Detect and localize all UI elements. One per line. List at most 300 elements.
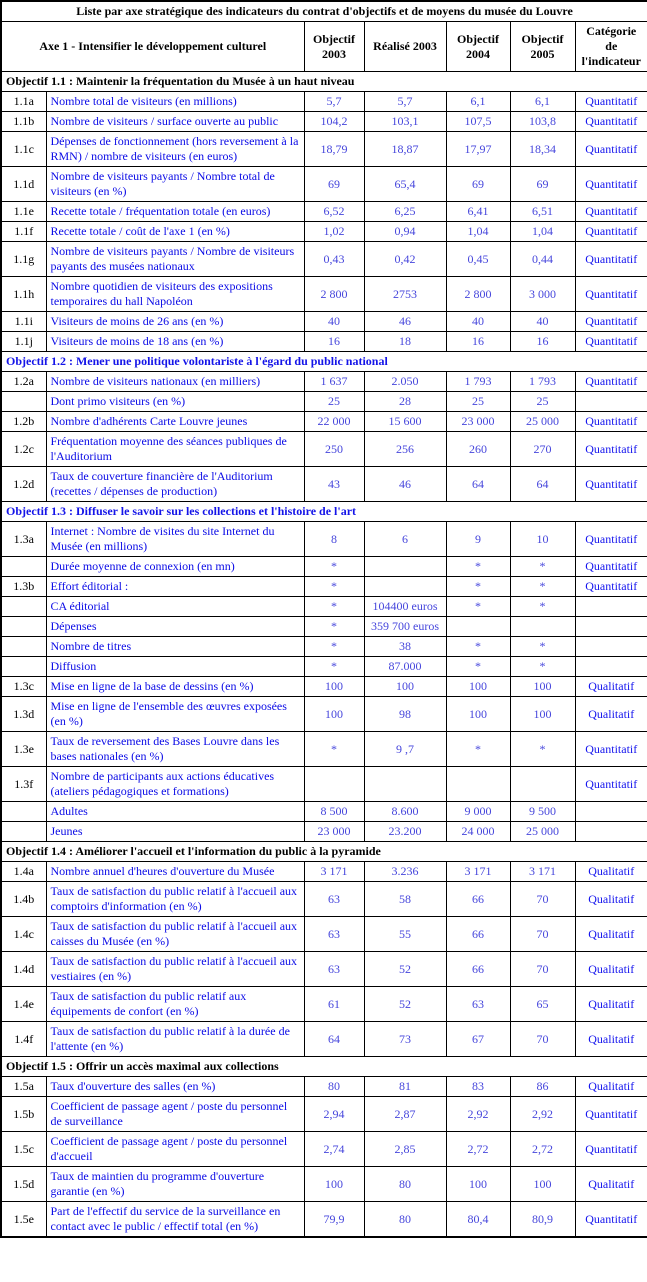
row-label: Nombre de visiteurs payants / Nombre de visiteurs payants des musées nationaux [46,242,304,277]
value-objectif-2005: * [510,557,575,577]
value-objectif-2005: 10 [510,522,575,557]
row-id: 1.5a [1,1077,46,1097]
value-objectif-2004: 1 793 [446,372,510,392]
row-category [575,392,647,412]
value-objectif-2005: 2,92 [510,1097,575,1132]
value-realise-2003: 18,87 [364,132,446,167]
value-realise-2003: 8.600 [364,802,446,822]
value-objectif-2003: 104,2 [304,112,364,132]
table-row [1,1202,647,1238]
value-objectif-2003: 1 637 [304,372,364,392]
value-objectif-2004 [446,617,510,637]
value-objectif-2003: 2,94 [304,1097,364,1132]
row-label: Nombre de visiteurs nationaux (en milliers) [46,372,304,392]
table-row [1,637,647,657]
table-row [1,862,647,882]
value-objectif-2005: 64 [510,467,575,502]
value-objectif-2005: 25 000 [510,412,575,432]
row-label: Nombre quotidien de visiteurs des expositions temporaires du hall Napoléon [46,277,304,312]
row-label: Diffusion [46,657,304,677]
row-id: 1.5d [1,1167,46,1202]
value-objectif-2005 [510,617,575,637]
row-label: Coefficient de passage agent / poste du personnel de surveillance [46,1097,304,1132]
value-objectif-2004: 66 [446,882,510,917]
table-row [1,242,647,277]
table-row [1,732,647,767]
row-label: Part de l'effectif du service de la surveillance en contact avec le public / effectif total (en %) [46,1202,304,1238]
row-label: Recette totale / coût de l'axe 1 (en %) [46,222,304,242]
value-objectif-2003: 61 [304,987,364,1022]
table-row [1,372,647,392]
section-heading: Objectif 1.1 : Maintenir la fréquentation du Musée à un haut niveau [1,72,647,92]
row-category: Qualitatif [575,1167,647,1202]
row-label: Effort éditorial : [46,577,304,597]
row-category: Quantitatif [575,522,647,557]
value-realise-2003: 46 [364,467,446,502]
row-label: Visiteurs de moins de 18 ans (en %) [46,332,304,352]
value-objectif-2005: * [510,637,575,657]
row-category: Quantitatif [575,577,647,597]
table-row [1,1077,647,1097]
table-row [1,1132,647,1167]
value-objectif-2003: 2,74 [304,1132,364,1167]
row-id: 1.3f [1,767,46,802]
value-objectif-2005: 100 [510,1167,575,1202]
row-category: Qualitatif [575,697,647,732]
table-row [1,802,647,822]
row-id [1,597,46,617]
value-objectif-2005: 100 [510,697,575,732]
row-label: Jeunes [46,822,304,842]
value-objectif-2003: 43 [304,467,364,502]
value-realise-2003: 2753 [364,277,446,312]
row-label: Dépenses [46,617,304,637]
section-heading: Objectif 1.5 : Offrir un accès maximal aux collections [1,1057,647,1077]
table-row [1,202,647,222]
value-objectif-2005: 25 000 [510,822,575,842]
row-label: Coefficient de passage agent / poste du personnel d'accueil [46,1132,304,1167]
value-objectif-2004: 64 [446,467,510,502]
value-realise-2003: 2,85 [364,1132,446,1167]
row-label: Recette totale / fréquentation totale (en euros) [46,202,304,222]
value-objectif-2004: 66 [446,917,510,952]
value-objectif-2005: 70 [510,917,575,952]
value-objectif-2004: 66 [446,952,510,987]
value-objectif-2004: 100 [446,677,510,697]
row-category: Qualitatif [575,862,647,882]
table-row [1,822,647,842]
value-realise-2003: 6,25 [364,202,446,222]
table-row [1,132,647,167]
row-label: Dont primo visiteurs (en %) [46,392,304,412]
value-objectif-2003: 25 [304,392,364,412]
table-row [1,392,647,412]
value-objectif-2005: 100 [510,677,575,697]
value-objectif-2004: 17,97 [446,132,510,167]
value-objectif-2003: 23 000 [304,822,364,842]
value-objectif-2003: 63 [304,952,364,987]
value-objectif-2005: 103,8 [510,112,575,132]
value-realise-2003: 52 [364,952,446,987]
table-row [1,1167,647,1202]
value-objectif-2005: 70 [510,952,575,987]
row-category: Quantitatif [575,767,647,802]
row-label: Visiteurs de moins de 26 ans (en %) [46,312,304,332]
row-label: Nombre de visiteurs payants / Nombre total de visiteurs (en %) [46,167,304,202]
value-realise-2003: 55 [364,917,446,952]
value-objectif-2005: 25 [510,392,575,412]
value-objectif-2003: 69 [304,167,364,202]
row-label: Nombre de participants aux actions éducatives (ateliers pédagogiques et formations) [46,767,304,802]
value-objectif-2004: 3 171 [446,862,510,882]
row-id: 1.2d [1,467,46,502]
value-objectif-2004: 40 [446,312,510,332]
value-objectif-2003: 79,9 [304,1202,364,1238]
value-realise-2003: 256 [364,432,446,467]
table-row [1,312,647,332]
value-objectif-2003: * [304,637,364,657]
value-objectif-2003: 6,52 [304,202,364,222]
value-objectif-2003: 18,79 [304,132,364,167]
row-id: 1.3d [1,697,46,732]
section-heading-row [1,1057,647,1077]
row-id: 1.1c [1,132,46,167]
row-label: Dépenses de fonctionnement (hors reversement à la RMN) / nombre de visiteurs (en euros) [46,132,304,167]
table-row [1,332,647,352]
value-realise-2003: 2,87 [364,1097,446,1132]
column-header-objectif-2005: Objectif 2005 [510,22,575,72]
value-objectif-2005: 16 [510,332,575,352]
value-objectif-2004: 2,92 [446,1097,510,1132]
column-header-objectif-2004: Objectif 2004 [446,22,510,72]
row-id: 1.1f [1,222,46,242]
row-category: Quantitatif [575,312,647,332]
row-category: Qualitatif [575,882,647,917]
row-id: 1.1h [1,277,46,312]
section-heading: Objectif 1.3 : Diffuser le savoir sur les collections et l'histoire de l'art [1,502,647,522]
value-objectif-2005: 3 171 [510,862,575,882]
value-objectif-2003: * [304,732,364,767]
value-realise-2003: 0,94 [364,222,446,242]
value-objectif-2003: 63 [304,882,364,917]
value-realise-2003: 0,42 [364,242,446,277]
row-label: Taux de couverture financière de l'Auditorium (recettes / dépenses de production) [46,467,304,502]
value-objectif-2004: * [446,657,510,677]
row-category: Quantitatif [575,372,647,392]
value-realise-2003: 359 700 euros [364,617,446,637]
row-label: Taux de satisfaction du public relatif à l'accueil aux comptoirs d'information (en %) [46,882,304,917]
value-objectif-2004: 24 000 [446,822,510,842]
value-realise-2003: 80 [364,1202,446,1238]
row-id: 1.4f [1,1022,46,1057]
value-realise-2003: 98 [364,697,446,732]
value-objectif-2005: 6,51 [510,202,575,222]
row-category [575,617,647,637]
row-category: Quantitatif [575,222,647,242]
row-id: 1.4d [1,952,46,987]
section-heading-row [1,842,647,862]
value-realise-2003 [364,557,446,577]
value-objectif-2003: 250 [304,432,364,467]
value-objectif-2005: 70 [510,882,575,917]
value-realise-2003: 73 [364,1022,446,1057]
value-realise-2003: 5,7 [364,92,446,112]
value-realise-2003: 100 [364,677,446,697]
value-objectif-2005: 70 [510,1022,575,1057]
value-objectif-2003: 16 [304,332,364,352]
value-objectif-2004: 2 800 [446,277,510,312]
row-id [1,617,46,637]
row-label: Taux de satisfaction du public relatif à la durée de l'attente (en %) [46,1022,304,1057]
section-heading-row [1,72,647,92]
value-realise-2003: 52 [364,987,446,1022]
row-id: 1.5b [1,1097,46,1132]
value-objectif-2004: 83 [446,1077,510,1097]
row-category: Quantitatif [575,432,647,467]
value-objectif-2003: 3 171 [304,862,364,882]
row-id [1,557,46,577]
row-label: Internet : Nombre de visites du site Internet du Musée (en millions) [46,522,304,557]
row-category [575,597,647,617]
value-realise-2003: 58 [364,882,446,917]
value-objectif-2004: 67 [446,1022,510,1057]
row-id: 1.5c [1,1132,46,1167]
value-objectif-2004: * [446,577,510,597]
section-heading-row [1,352,647,372]
value-objectif-2005: 86 [510,1077,575,1097]
value-realise-2003: 38 [364,637,446,657]
table-row [1,522,647,557]
value-objectif-2003: 22 000 [304,412,364,432]
value-objectif-2003: 1,02 [304,222,364,242]
table-row [1,112,647,132]
row-category: Quantitatif [575,277,647,312]
value-objectif-2004: 25 [446,392,510,412]
row-category [575,802,647,822]
section-heading: Objectif 1.4 : Améliorer l'accueil et l'information du public à la pyramide [1,842,647,862]
value-objectif-2004: 100 [446,1167,510,1202]
value-objectif-2005: 1 793 [510,372,575,392]
value-objectif-2005: 18,34 [510,132,575,167]
row-id: 1.2a [1,372,46,392]
table-row [1,677,647,697]
row-label: Taux de satisfaction du public relatif à l'accueil aux caisses du Musée (en %) [46,917,304,952]
value-objectif-2005: 1,04 [510,222,575,242]
value-objectif-2005: 80,9 [510,1202,575,1238]
value-objectif-2004: 9 000 [446,802,510,822]
row-category: Quantitatif [575,1202,647,1238]
value-realise-2003: 28 [364,392,446,412]
row-category: Quantitatif [575,557,647,577]
value-realise-2003: 2.050 [364,372,446,392]
table-row [1,1022,647,1057]
value-objectif-2003: 8 500 [304,802,364,822]
table-row [1,987,647,1022]
table-row [1,432,647,467]
row-id [1,392,46,412]
row-id: 1.4b [1,882,46,917]
value-objectif-2004: * [446,597,510,617]
row-label: Taux de reversement des Bases Louvre dans les bases nationales (en %) [46,732,304,767]
table-body [1,72,647,1238]
value-objectif-2005: 69 [510,167,575,202]
row-label: Taux de satisfaction du public relatif à l'accueil aux vestiaires (en %) [46,952,304,987]
row-id: 1.5e [1,1202,46,1238]
value-objectif-2005: 3 000 [510,277,575,312]
value-objectif-2005: 9 500 [510,802,575,822]
value-objectif-2003: * [304,577,364,597]
row-id: 1.1d [1,167,46,202]
value-objectif-2003: 63 [304,917,364,952]
table-row [1,412,647,432]
row-category: Quantitatif [575,242,647,277]
value-objectif-2004: 9 [446,522,510,557]
table-row [1,92,647,112]
row-id: 1.1e [1,202,46,222]
axis-header: Axe 1 - Intensifier le développement culturel [1,22,304,72]
value-objectif-2004: 1,04 [446,222,510,242]
value-objectif-2005: 65 [510,987,575,1022]
table-row [1,277,647,312]
value-objectif-2004: 2,72 [446,1132,510,1167]
row-id: 1.3a [1,522,46,557]
row-category: Quantitatif [575,1132,647,1167]
row-category: Qualitatif [575,1077,647,1097]
column-header-row [1,22,647,72]
title-row [1,1,647,22]
row-id: 1.4c [1,917,46,952]
value-objectif-2003: 5,7 [304,92,364,112]
value-objectif-2004: * [446,557,510,577]
value-objectif-2004: 260 [446,432,510,467]
value-objectif-2003: 8 [304,522,364,557]
value-objectif-2005: 6,1 [510,92,575,112]
value-objectif-2003: 64 [304,1022,364,1057]
section-heading-row [1,502,647,522]
value-objectif-2003: * [304,657,364,677]
value-objectif-2005: 0,44 [510,242,575,277]
column-header-realise-2003: Réalisé 2003 [364,22,446,72]
row-label: Mise en ligne de l'ensemble des œuvres exposées (en %) [46,697,304,732]
value-objectif-2003: * [304,557,364,577]
row-label: Nombre total de visiteurs (en millions) [46,92,304,112]
value-objectif-2004 [446,767,510,802]
row-category [575,637,647,657]
table-row [1,1097,647,1132]
row-category: Qualitatif [575,677,647,697]
value-realise-2003: 3.236 [364,862,446,882]
row-label: Durée moyenne de connexion (en mn) [46,557,304,577]
value-objectif-2004: 100 [446,697,510,732]
table-row [1,767,647,802]
row-label: Taux de maintien du programme d'ouverture garantie (en %) [46,1167,304,1202]
row-label: Fréquentation moyenne des séances publiques de l'Auditorium [46,432,304,467]
value-objectif-2004: 6,1 [446,92,510,112]
row-category: Quantitatif [575,332,647,352]
value-objectif-2003: 40 [304,312,364,332]
row-id: 1.3c [1,677,46,697]
table-row [1,467,647,502]
value-objectif-2005: * [510,732,575,767]
row-id [1,802,46,822]
value-realise-2003: 46 [364,312,446,332]
row-category: Quantitatif [575,412,647,432]
table-row [1,577,647,597]
table-row [1,952,647,987]
value-objectif-2003: 80 [304,1077,364,1097]
value-objectif-2005 [510,767,575,802]
table-row [1,657,647,677]
row-id [1,657,46,677]
row-label: Nombre de titres [46,637,304,657]
value-objectif-2003: 100 [304,697,364,732]
column-header-categorie: Catégorie de l'indicateur [575,22,647,72]
value-realise-2003: 104400 euros [364,597,446,617]
value-objectif-2003: 0,43 [304,242,364,277]
row-id: 1.1g [1,242,46,277]
table-row [1,167,647,202]
value-realise-2003: 87.000 [364,657,446,677]
value-realise-2003: 23.200 [364,822,446,842]
table-row [1,222,647,242]
value-objectif-2003: * [304,617,364,637]
row-id: 1.3b [1,577,46,597]
row-label: CA éditorial [46,597,304,617]
value-objectif-2005: * [510,597,575,617]
value-objectif-2004: * [446,637,510,657]
row-id: 1.3e [1,732,46,767]
value-objectif-2005: 40 [510,312,575,332]
value-objectif-2003 [304,767,364,802]
row-category: Quantitatif [575,92,647,112]
value-objectif-2004: 69 [446,167,510,202]
value-objectif-2005: * [510,577,575,597]
row-id [1,637,46,657]
value-realise-2003: 81 [364,1077,446,1097]
row-label: Mise en ligne de la base de dessins (en %) [46,677,304,697]
row-id: 1.2b [1,412,46,432]
value-realise-2003: 6 [364,522,446,557]
table-row [1,597,647,617]
row-id: 1.1a [1,92,46,112]
row-category [575,822,647,842]
row-id: 1.2c [1,432,46,467]
value-objectif-2004: * [446,732,510,767]
value-objectif-2003: 2 800 [304,277,364,312]
row-category: Quantitatif [575,1097,647,1132]
value-realise-2003: 18 [364,332,446,352]
row-label: Nombre de visiteurs / surface ouverte au public [46,112,304,132]
value-objectif-2004: 80,4 [446,1202,510,1238]
row-category: Quantitatif [575,732,647,767]
row-id: 1.1i [1,312,46,332]
value-objectif-2005: 2,72 [510,1132,575,1167]
value-objectif-2003: * [304,597,364,617]
row-id [1,822,46,842]
value-realise-2003: 80 [364,1167,446,1202]
value-objectif-2005: * [510,657,575,677]
row-label: Taux de satisfaction du public relatif aux équipements de confort (en %) [46,987,304,1022]
value-realise-2003: 9 ,7 [364,732,446,767]
page-title: Liste par axe stratégique des indicateurs du contrat d'objectifs et de moyens du musée du Louvre [1,1,647,22]
value-objectif-2004: 16 [446,332,510,352]
table-row [1,697,647,732]
row-category: Quantitatif [575,202,647,222]
value-objectif-2005: 270 [510,432,575,467]
value-realise-2003: 65,4 [364,167,446,202]
table-row [1,882,647,917]
value-objectif-2003: 100 [304,1167,364,1202]
